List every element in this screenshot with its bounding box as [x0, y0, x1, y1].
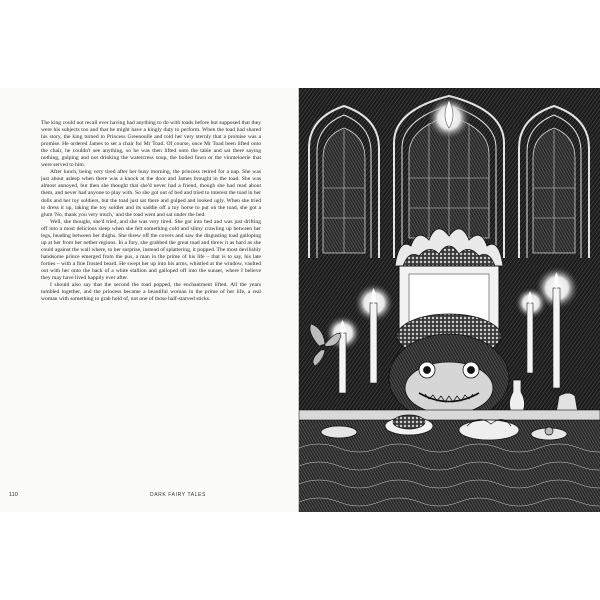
paragraph: I should also say that the second the toad popped, the enchantment lifted. All the years tumbled together, and the princess became a beautiful woman in the prime of her life, a real woman with something to grab hold of, not one of those half-starved sticks. [41, 282, 261, 303]
tablecloth-edge [299, 410, 600, 420]
running-title: DARK FAIRY TALES [150, 492, 206, 498]
right-page [299, 88, 600, 512]
paragraph: After lunch, being very tired after her busy morning, the princess retired for a nap. She was just about asleep when there was a knock at the door and James brought in the toad. She was almost annoyed, but then she thought that she'd never had a friend, though she had read about them, and never had anyone to play with. So she got out of bed and tried to interest the toad in her dolls and her toy soldiers, but the toad just sat there and gulped and looked ugly. When she tried to dress it up, taking the toy soldier and its saddle off a toy horse to put on the toad, she got a glum 'No, thank you very much,' and the toad went and sat under the bed. [41, 169, 261, 218]
table [299, 410, 600, 512]
book-spread [0, 88, 600, 512]
paragraph: The king could not recall ever having had anything to do with toads before but supposed that they were his subjects too and that he might have a kingly duty to perform. When the toad had shared his story, the king turned to Princess Greenoulle and told her very sternly that a promise was a promise. He ordered James to set a chair for Mr Toad. Of course, once Mr Toad been lifted onto the chair, he couldn't see anything, so he was then lifted onto the table and sat there saying nothing, gulping and not drinking the watercress soup, the boiled fawn or the vinmeloerie that were served to him. [41, 120, 261, 169]
left-page [0, 88, 299, 512]
toad-banquet-illustration [299, 88, 600, 512]
paragraph: Well, she thought, she'd tried, and she was very tired. She got into bed and was just drifting off into a most delicious sleep when she felt something cold and slimy crawling up between her legs, heading between her thighs. She threw off the covers and saw the disgusting toad galloping up at her from her nether regions. In a fury, she grabbed the great toad and threw it as hard as she could against the wall where, to her surprise, instead of splattering, it popped. The most devilishly handsome prince emerged from the pus, a man in the prime of his life – that is to say, his late forties – with a fine frosted beard. He swept her up into his arms, whistled at the window, vaulted out with her onto the back of a white stallion and galloped off into the sunset, where I believe they may have lived happily ever after. [41, 218, 261, 282]
toad [389, 314, 509, 422]
body-text [41, 120, 261, 303]
page-number: 110 [9, 492, 18, 498]
